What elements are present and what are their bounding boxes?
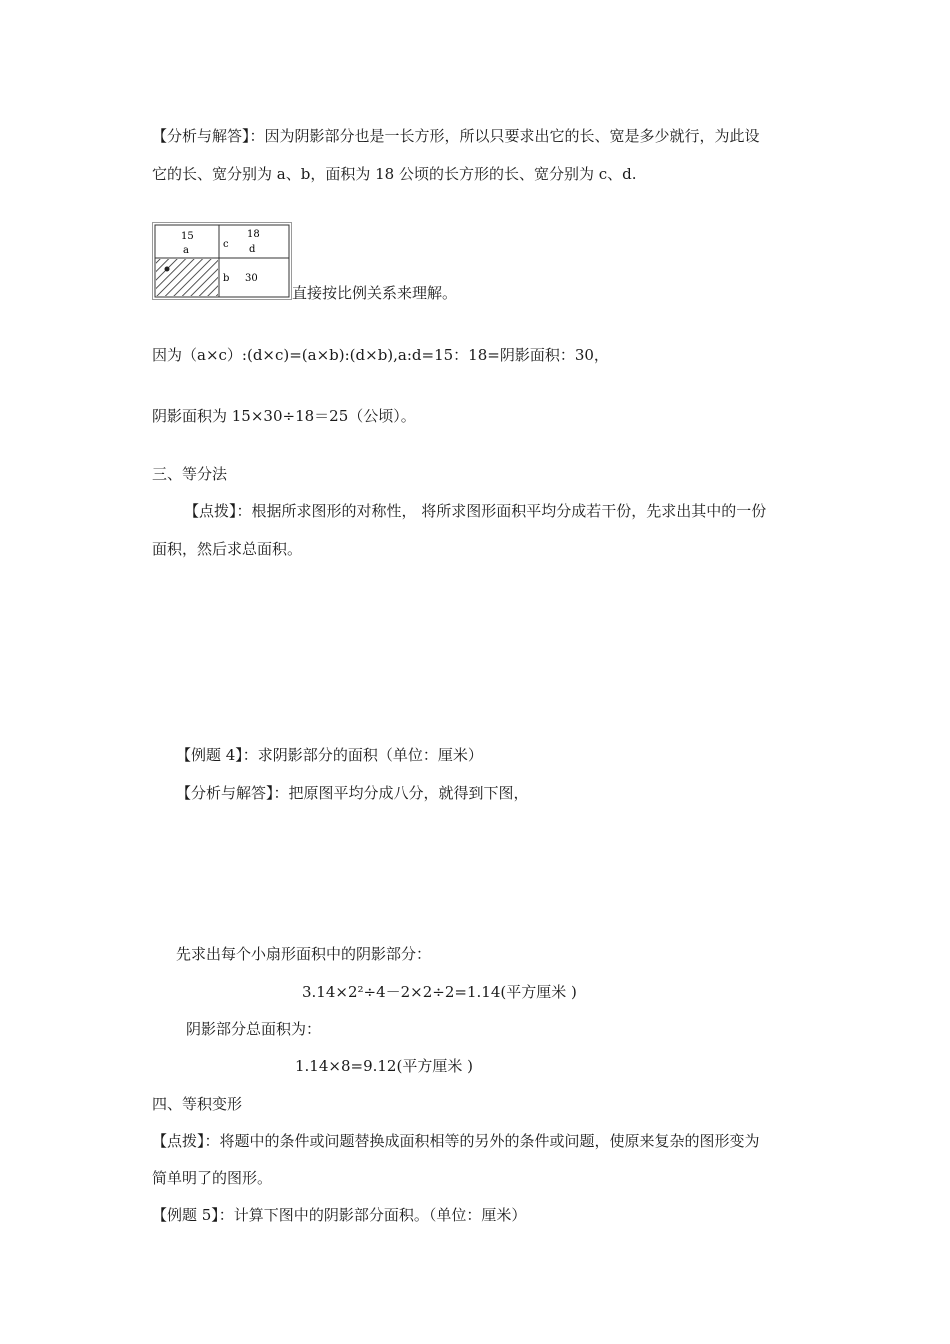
top-left-letter: a bbox=[183, 245, 189, 256]
example-4-step1: 先求出每个小扇形面积中的阴影部分： bbox=[176, 945, 432, 963]
section-3-tip-line1: 【点拨】：根据所求图形的对称性， 将所求图形面积平均分成若干份，先求出其中的一份 bbox=[184, 502, 767, 520]
rectangle-ratio-figure bbox=[152, 222, 292, 300]
top-right-number: 18 bbox=[247, 229, 260, 240]
example-4-formula2: 1.14×8=9.12(平方厘米 ) bbox=[295, 1057, 473, 1075]
example-4-formula1: 3.14×2²÷4－2×2÷2=1.14(平方厘米 ) bbox=[302, 983, 577, 1001]
section-4-tip-line1: 【点拨】：将题中的条件或问题替换成面积相等的另外的条件或问题，使原来复杂的图形变为 bbox=[152, 1132, 760, 1150]
paragraph-analysis-line2: 它的长、宽分别为 a、b，面积为 18 公顷的长方形的长、宽分别为 c、d. bbox=[152, 165, 637, 183]
example-5-title: 【例题 5】：计算下图中的阴影部分面积。（单位：厘米） bbox=[152, 1206, 527, 1224]
example-4-step2: 阴影部分总面积为： bbox=[186, 1020, 322, 1038]
paragraph-analysis-line1: 【分析与解答】：因为阴影部分也是一长方形，所以只要求出它的长、宽是多少就行，为此设 bbox=[152, 127, 760, 145]
shaded-region bbox=[156, 259, 218, 296]
top-left-number: 15 bbox=[181, 231, 194, 242]
equation-result: 阴影面积为 15×30÷18＝25（公顷）。 bbox=[152, 407, 416, 425]
section-3-tip-line2: 面积，然后求总面积。 bbox=[152, 540, 303, 558]
section-4-title: 四、等积变形 bbox=[152, 1095, 243, 1113]
section-4-tip-line2: 简单明了的图形。 bbox=[152, 1169, 273, 1187]
figure-caption: 直接按比例关系来理解。 bbox=[292, 284, 458, 302]
top-right-letter-c: c bbox=[223, 239, 229, 250]
shaded-marker bbox=[165, 267, 170, 272]
top-right-letter-d: d bbox=[249, 244, 256, 255]
bottom-right-letter-b: b bbox=[223, 273, 230, 284]
equation-ratio: 因为（a×c）:(d×c)=(a×b):(d×b),a:d=15：18=阴影面积：30， bbox=[152, 346, 609, 364]
section-3-title: 三、等分法 bbox=[152, 465, 228, 483]
bottom-right-number: 30 bbox=[245, 273, 258, 284]
example-4-title: 【例题 4】：求阴影部分的面积（单位：厘米） bbox=[176, 746, 483, 764]
example-4-analysis: 【分析与解答】：把原图平均分成八分，就得到下图， bbox=[176, 784, 529, 802]
